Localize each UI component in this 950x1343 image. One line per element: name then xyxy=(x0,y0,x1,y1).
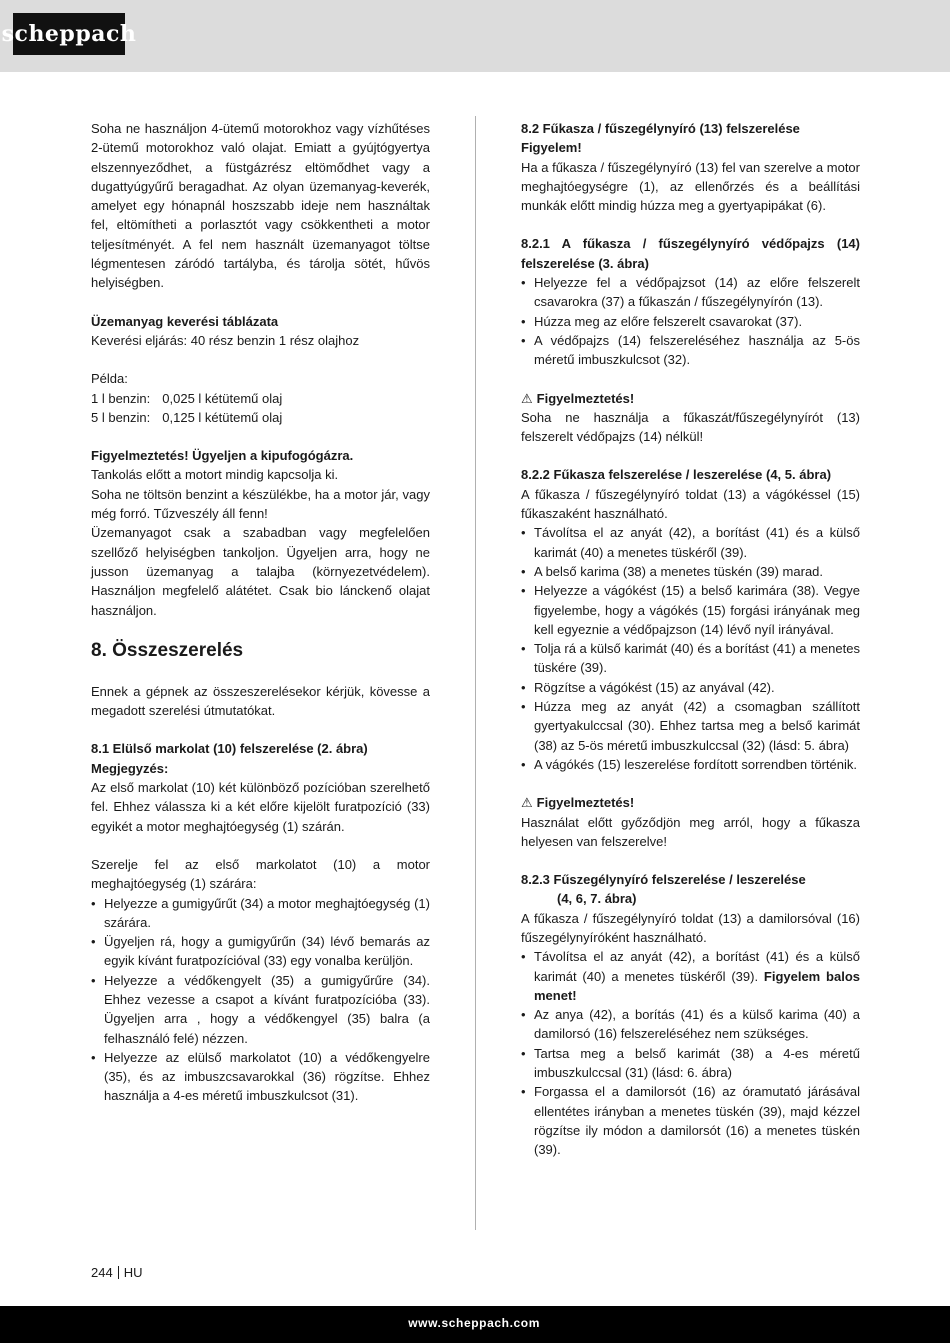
list-item: • Helyezze a gumigyűrűt (34) a motor meghajtóegység (1) szárára. xyxy=(91,894,430,933)
website-url: www.scheppach.com xyxy=(408,1316,540,1330)
list-item: • Tolja rá a külső karimát (40) és a borítást (41) a menetes tüskére (39). xyxy=(521,639,860,678)
subsection-title-8-2: 8.2 Fűkasza / fűszegélynyíró (13) felszerelése xyxy=(521,121,800,136)
trimmer-steps-list xyxy=(521,947,860,1159)
subsection-title-8-2-3: 8.2.3 Fűszegélynyíró felszerelése / leszerelése xyxy=(521,872,806,888)
page-number-value: 244 xyxy=(91,1265,113,1280)
list-item: • A vágókés (15) leszerelése fordított sorrendben történik. xyxy=(521,755,860,774)
note-label: Megjegyzés: xyxy=(91,760,169,776)
subsection-title-8-2-2: 8.2.2 Fűkasza felszerelése / leszerelése (4, 5. ábra) xyxy=(521,467,832,483)
subsection-text-8-2: Ha a fűkasza / fűszegélynyíró (13) fel van szerelve a motor meghajtóegységre (1), az ellenőrzés és a beállítási munkák előtt mindig húzza meg a gyertyapipákat (6). xyxy=(521,159,860,214)
left-thread-warning: Figyelem balos menet! xyxy=(534,968,860,1003)
list-item: • Forgassa el a damilorsót (16) az óramutató járásával ellentétes irányban a menetes tüskén (39), majd kézzel rögzítse ily módon a damilorsót (16) a menetes tüskén (39). xyxy=(521,1082,860,1159)
warning-title: Figyelmeztetés! xyxy=(536,795,635,811)
list-item: • Rögzítse a vágókést (15) az anyával (42). xyxy=(521,678,860,697)
example-value: 0,125 l kétütemű olaj xyxy=(162,409,283,425)
mix-process-text: Keverési eljárás: 40 rész benzin 1 rész olajhoz xyxy=(91,332,360,348)
warning-line: Üzemanyagot csak a szabadban vagy megfelelően szellőző helyiségben tankoljon. Ügyeljen arra, hogy ne jusson üzemanyag a talajba (környezetvédelem). Használjon megfelelő alátétet. Csak bio lánckenő olajat használjon. xyxy=(91,525,430,618)
subsection-title-8-1: 8.1 Elülső markolat (10) felszerelése (2. ábra) xyxy=(91,741,368,757)
left-column xyxy=(91,119,430,1106)
exhaust-warning-title: Figyelmeztetés! Ügyeljen a kipufogógázra. xyxy=(91,448,354,464)
note-text: Az első markolat (10) két különböző pozícióban szerelhető fel. Ehhez válassza ki a két előre kijelölt furatpozíció (33) egyikét a motor meghajtóegység (1) szárán. xyxy=(91,780,430,834)
warning-heading xyxy=(521,389,860,408)
warning-line: Soha ne töltsön benzint a készülékbe, ha a motor jár, vagy még forró. Tűzveszély áll fenn! xyxy=(91,486,430,522)
handle-steps-list xyxy=(91,894,430,1106)
list-item: • Távolítsa el az anyát (42), a borítást (41) és a külső karimát (40) a menetes tüskéről (39). xyxy=(521,523,860,562)
subsection-title-8-2-3-figures: (4, 6, 7. ábra) xyxy=(557,891,637,907)
list-item: • Húzza meg az előre felszerelt csavarokat (37). xyxy=(521,312,860,331)
warning-text: Soha ne használja a fűkaszát/fűszegélynyírót (13) felszerelt védőpajzs (14) nélkül! xyxy=(521,409,860,445)
subsection-title-8-2-1: 8.2.1 A fűkasza / fűszegélynyíró védőpajzs (14) felszerelése (3. ábra) xyxy=(521,236,860,271)
page-number xyxy=(91,1265,142,1280)
list-item: • Ügyeljen rá, hogy a gumigyűrűn (34) lévő bemarás az egyik kívánt furatpozícióval (33) egy vonalba kerüljön. xyxy=(91,932,430,971)
scheppach-logo: scheppach xyxy=(13,13,125,55)
mix-table-title: Üzemanyag keverési táblázata xyxy=(91,313,279,329)
list-item: • Az anya (42), a borítás (41) és a külső karima (40) a damilorsó (16) felszereléséhez nem szükséges. xyxy=(521,1005,860,1044)
page-separator xyxy=(118,1266,119,1279)
section-intro: Ennek a gépnek az összeszerelésekor kérjük, kövesse a megadott szerelési útmutatókat. xyxy=(91,683,430,719)
subsection-text-8-2-3: A fűkasza / fűszegélynyíró toldat (13) a damilorsóval (16) fűszegélynyíróként használható. xyxy=(521,910,860,945)
list-item: • Húzza meg az anyát (42) a csomagban szállított gyertyakulccsal (30). Ehhez tartsa meg a belső karimát (38) az 5-ös méretű imbuszkulccsal (32) (lásd: 5. ábra) xyxy=(521,697,860,755)
example-key: 5 l benzin: xyxy=(91,409,151,425)
warning-triangle-icon: ⚠ xyxy=(521,795,533,811)
column-divider xyxy=(475,116,476,1230)
warning-line: Tankolás előtt a motort mindig kapcsolja ki. xyxy=(91,467,339,483)
right-column xyxy=(521,119,860,1160)
example-label: Példa: xyxy=(91,371,128,387)
warning-triangle-icon: ⚠ xyxy=(521,390,533,406)
list-item: • Helyezze a vágókést (15) a belső karimára (38). Vegye figyelembe, hogy a vágókés (15) forgási irányának meg kell egyeznie a védőpajzson (14) lévő nyíl irányával. xyxy=(521,581,860,639)
shield-steps-list xyxy=(521,273,860,369)
warning-title: Figyelmeztetés! xyxy=(536,390,635,406)
list-item: • Helyezze az elülső markolatot (10) a védőkengyelre (35), és az imbuszcsavarokkal (36) rögzítse. Ehhez használja a 4-es méretű imbuszkulcsot (31). xyxy=(91,1048,430,1106)
section-heading: 8. Összeszerelés xyxy=(91,639,244,661)
warning-text: Használat előtt győződjön meg arról, hogy a fűkasza helyesen van felszerelve! xyxy=(521,814,860,849)
attention-label: Figyelem! xyxy=(521,140,582,156)
handle-intro: Szerelje fel az első markolatot (10) a motor meghajtóegység (1) szárára: xyxy=(91,856,430,892)
warning-heading xyxy=(521,793,860,812)
list-item: • A védőpajzs (14) felszereléséhez használja az 5-ös méretű imbuszkulcsot (32). xyxy=(521,331,860,370)
language-code: HU xyxy=(123,1265,143,1280)
list-item: • A belső karima (38) a menetes tüskén (39) marad. xyxy=(521,562,860,581)
example-value: 0,025 l kétütemű olaj xyxy=(162,390,283,406)
list-item-text: Távolítsa el az anyát (42), a borítást (41) és a külső karimát (40) a menetes tüskéről (39). xyxy=(534,949,860,984)
list-item xyxy=(521,947,860,1005)
list-item: • Helyezze fel a védőpajzsot (14) az előre felszerelt csavarokra (37) a fűkaszán / fűszegélynyírón (13). xyxy=(521,273,860,312)
list-item: • Tartsa meg a belső karimát (38) a 4-es méretű imbuszkulccsal (31) (lásd: 6. ábra) xyxy=(521,1044,860,1083)
table-row xyxy=(91,389,282,408)
blade-steps-list xyxy=(521,523,860,774)
table-row xyxy=(91,408,282,427)
mix-example-table xyxy=(91,389,282,428)
oil-warning-paragraph: Soha ne használjon 4-ütemű motorokhoz vagy vízhűtéses 2-ütemű motorokhoz való olajat. Emiatt a gyújtógyertya elszennyeződhet, a füstgázrész eltömődhet vagy a dugattyúgyűrű beragadhat. Az olyan üzemanyag-keverék, amelyet egy hónapnál hoszszabb ideje nem használtak fel, eltömítheti a porlasztót vagy csökkentheti a motor teljesítményét. A fel nem használt üzemanyagot töltse légmentesen záródó tartályba, és tárolja sötét, hűvös helyiségben. xyxy=(91,121,430,291)
subsection-text-8-2-2: A fűkasza / fűszegélynyíró toldat (13) a vágókéssel (15) fűkaszaként használható. xyxy=(521,486,860,522)
list-item: • Helyezze a védőkengyelt (35) a gumigyűrűre (34). Ehhez vezesse a csapot a kívánt furatpozícióba (33). Ügyeljen arra , hogy a védőkengyel (35) balra (a felhasználó felé) nézzen. xyxy=(91,971,430,1048)
example-key: 1 l benzin: xyxy=(91,390,151,406)
header-band xyxy=(0,0,950,72)
